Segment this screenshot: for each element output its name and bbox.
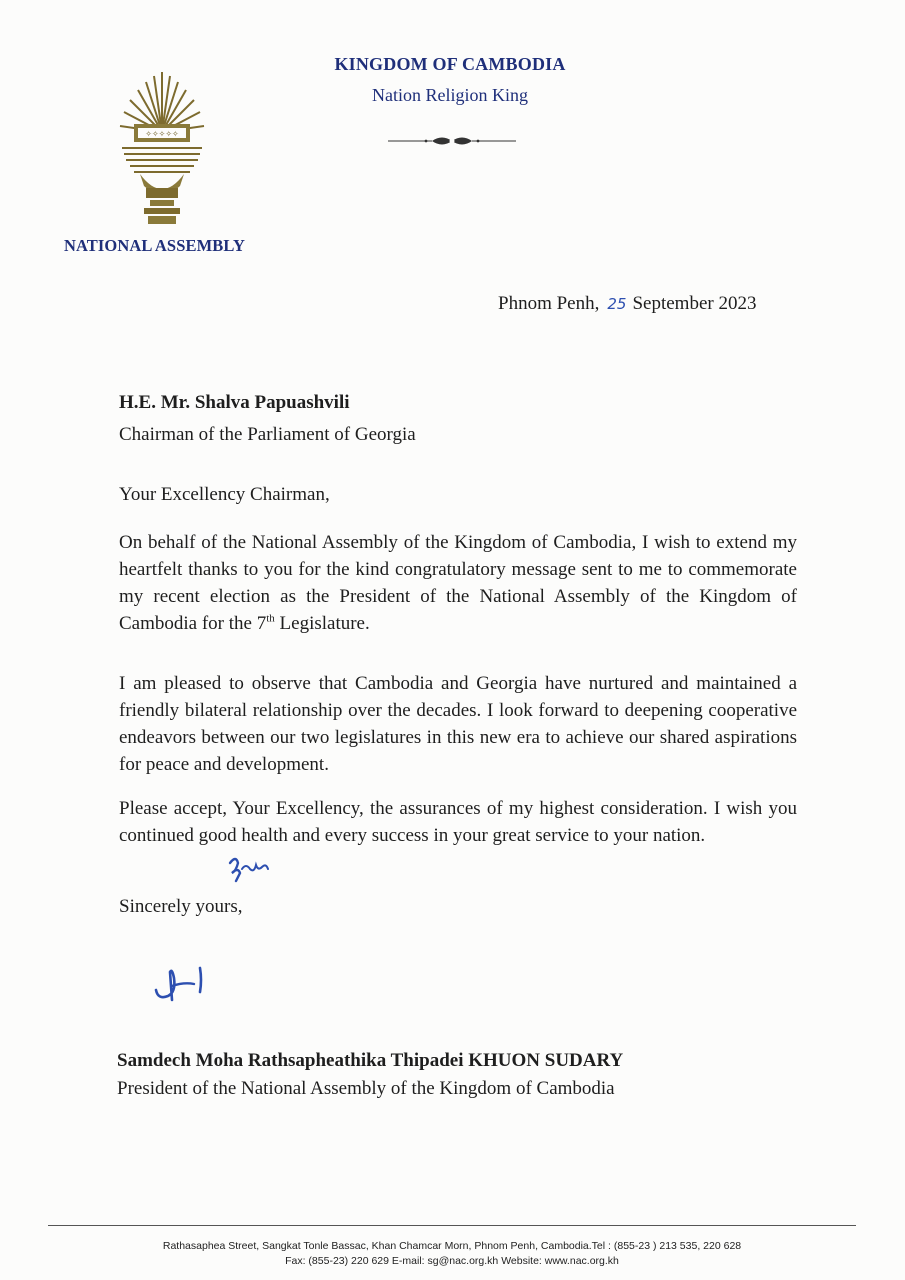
signer-title: President of the National Assembly of the Kingdom of Cambodia (117, 1078, 615, 1099)
closing-phrase: Sincerely yours, (119, 896, 243, 917)
institution-name: NATIONAL ASSEMBLY (64, 236, 245, 255)
footer-address: Rathasaphea Street, Sangkat Tonle Bassac, Khan Chamcar Morn, Phnom Penh, Cambodia.Tel : (855-23 ) 213 535, 220 628 (162, 1240, 742, 1252)
handwritten-signature (150, 960, 212, 1004)
signer-name: Samdech Moha Rathsapheathika Thipadei KHUON SUDARY (117, 1050, 624, 1071)
p1-superscript: th (266, 612, 275, 625)
body-paragraph-3: Please accept, Your Excellency, the assurances of my highest consideration. I wish you continued good health and every success in your great service to your nation. (119, 798, 797, 846)
addressee-name: H.E. Mr. Shalva Papuashvili (119, 392, 350, 413)
national-motto: Nation Religion King (372, 85, 528, 105)
royal-crown-emblem-icon (110, 70, 214, 226)
body-paragraph-1 (119, 529, 797, 637)
p1-text: On behalf of the National Assembly of the Kingdom of Cambodia, I wish to extend my heartfelt thanks to you for the kind congratulatory message sent to me to commemorate my recent election as the President of the National Assembly of the Kingdom of Cambodia for the 7 (119, 532, 797, 634)
ornament-divider-icon (388, 133, 516, 149)
footer-divider (48, 1225, 856, 1226)
date-place: Phnom Penh, (498, 293, 600, 314)
addressee-title: Chairman of the Parliament of Georgia (119, 424, 416, 445)
country-heading: KINGDOM OF CAMBODIA (334, 54, 566, 74)
p1-text-end: Legislature. (274, 613, 370, 634)
salutation: Your Excellency Chairman, (119, 484, 330, 505)
handwritten-initial-mark (226, 853, 272, 883)
date-day-handwritten: 25 (607, 295, 627, 313)
footer-contact: Fax: (855-23) 220 629 E-mail: sg@nac.org.kh Website: www.nac.org.kh (285, 1255, 619, 1267)
date-month-year: September 2023 (632, 293, 757, 314)
date-line (498, 293, 756, 315)
svg-text:✧✧✧✧✧: ✧✧✧✧✧ (145, 129, 179, 139)
body-paragraph-2: I am pleased to observe that Cambodia and Georgia have nurtured and maintained a friendly bilateral relationship over the decades. I look forward to deepening cooperative endeavors between our two legislatures in this new era to achieve our shared aspirations for peace and development. (119, 673, 797, 775)
